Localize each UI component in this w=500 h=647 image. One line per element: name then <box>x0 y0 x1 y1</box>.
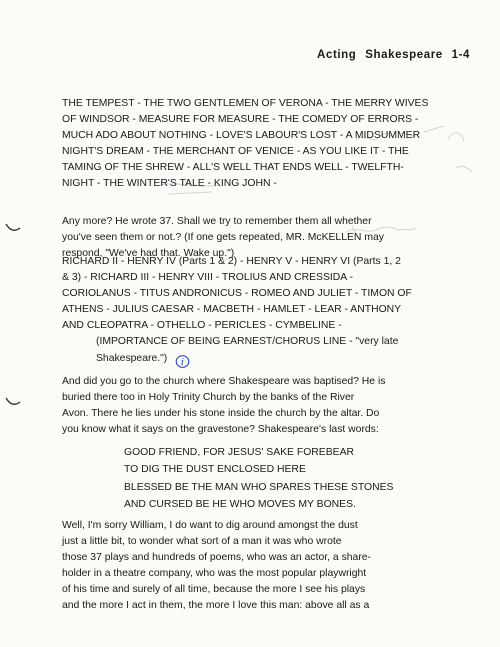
text-line: And did you go to the church where Shakespeare was baptised? He is <box>62 376 386 387</box>
text-line: (IMPORTANCE OF BEING EARNEST/CHORUS LINE - "very late <box>96 336 399 348</box>
text-line: you've seen them or not.? (If one gets repeated, MR. McKELLEN may <box>62 232 384 244</box>
text-line: of his time and surely of all time, because the more I see his plays <box>62 584 366 596</box>
text-line: Avon. There he lies under his stone inside the church by the altar. Do <box>62 408 380 420</box>
text-line: NIGHT - THE WINTER'S TALE - KING JOHN - <box>62 178 277 190</box>
text-line: TAMING OF THE SHREW - ALL'S WELL THAT ENDS WELL - TWELFTH- <box>62 162 404 174</box>
text-line: AND CURSED BE HE WHO MOVES MY BONES. <box>124 499 356 511</box>
text-line: ATHENS - JULIUS CAESAR - MACBETH - HAMLET - LEAR - ANTHONY <box>62 304 402 316</box>
text-line: Any more? He wrote 37. Shall we try to remember them all whether <box>62 216 372 227</box>
text-line: you know what it says on the gravestone? Shakespeare's last words: <box>62 424 379 436</box>
text-line: AND CLEOPATRA - OTHELLO - PERICLES - CYMBELINE - <box>62 320 342 332</box>
text-line: buried there too in Holy Trinity Church by the banks of the River <box>62 392 355 404</box>
epitaph-quote <box>124 444 424 514</box>
william-paragraph <box>62 518 476 615</box>
page-header: Acting Shakespeare 1-4 <box>317 49 470 61</box>
text-line: MUCH ADO ABOUT NOTHING - LOVE'S LABOUR'S LOST - A MIDSUMMER <box>62 130 421 142</box>
text-line: and the more I act in them, the more I love this man: above all as a <box>62 600 370 612</box>
text-line: Shakespeare.") <box>96 352 168 364</box>
handwritten-circled-i-icon <box>175 354 190 369</box>
text-line: NIGHT'S DREAM - THE MERCHANT OF VENICE - AS YOU LIKE IT - THE <box>62 146 409 158</box>
text-line: respond, "We've had that. Wake up.") <box>62 248 235 260</box>
plays-list-histories-tragedies <box>62 254 476 367</box>
text-line: just a little bit, to wonder what sort of a man it was who wrote <box>62 536 342 548</box>
text-line: BLESSED BE THE MAN WHO SPARES THESE STONES <box>124 481 394 493</box>
plays-list-comedies <box>62 96 476 193</box>
text-line: CORIOLANUS - TITUS ANDRONICUS - ROMEO AND JULIET - TIMON OF <box>62 288 412 300</box>
text-line: holder in a theatre company, who was the most popular playwright <box>62 568 367 580</box>
text-line: OF WINDSOR - MEASURE FOR MEASURE - THE COMEDY OF ERRORS - <box>62 114 419 126</box>
text-line: RICHARD II - HENRY IV (Parts 1 & 2) - HENRY V - HENRY VI (Parts 1, 2 <box>62 256 401 267</box>
text-line: those 37 plays and hundreds of poems, who was an actor, a share- <box>62 552 372 564</box>
text-line: GOOD FRIEND, FOR JESUS' SAKE FOREBEAR <box>124 447 355 458</box>
text-line: Well, I'm sorry William, I do want to dig around amongst the dust <box>62 520 358 531</box>
church-paragraph <box>62 374 476 438</box>
text-line: TO DIG THE DUST ENCLOSED HERE <box>124 464 306 476</box>
text-line: THE TEMPEST - THE TWO GENTLEMEN OF VERONA - THE MERRY WIVES <box>62 98 429 109</box>
text-line: & 3) - RICHARD III - HENRY VIII - TROLIUS AND CRESSIDA - <box>62 272 353 284</box>
margin-mark-text: i <box>181 358 184 368</box>
